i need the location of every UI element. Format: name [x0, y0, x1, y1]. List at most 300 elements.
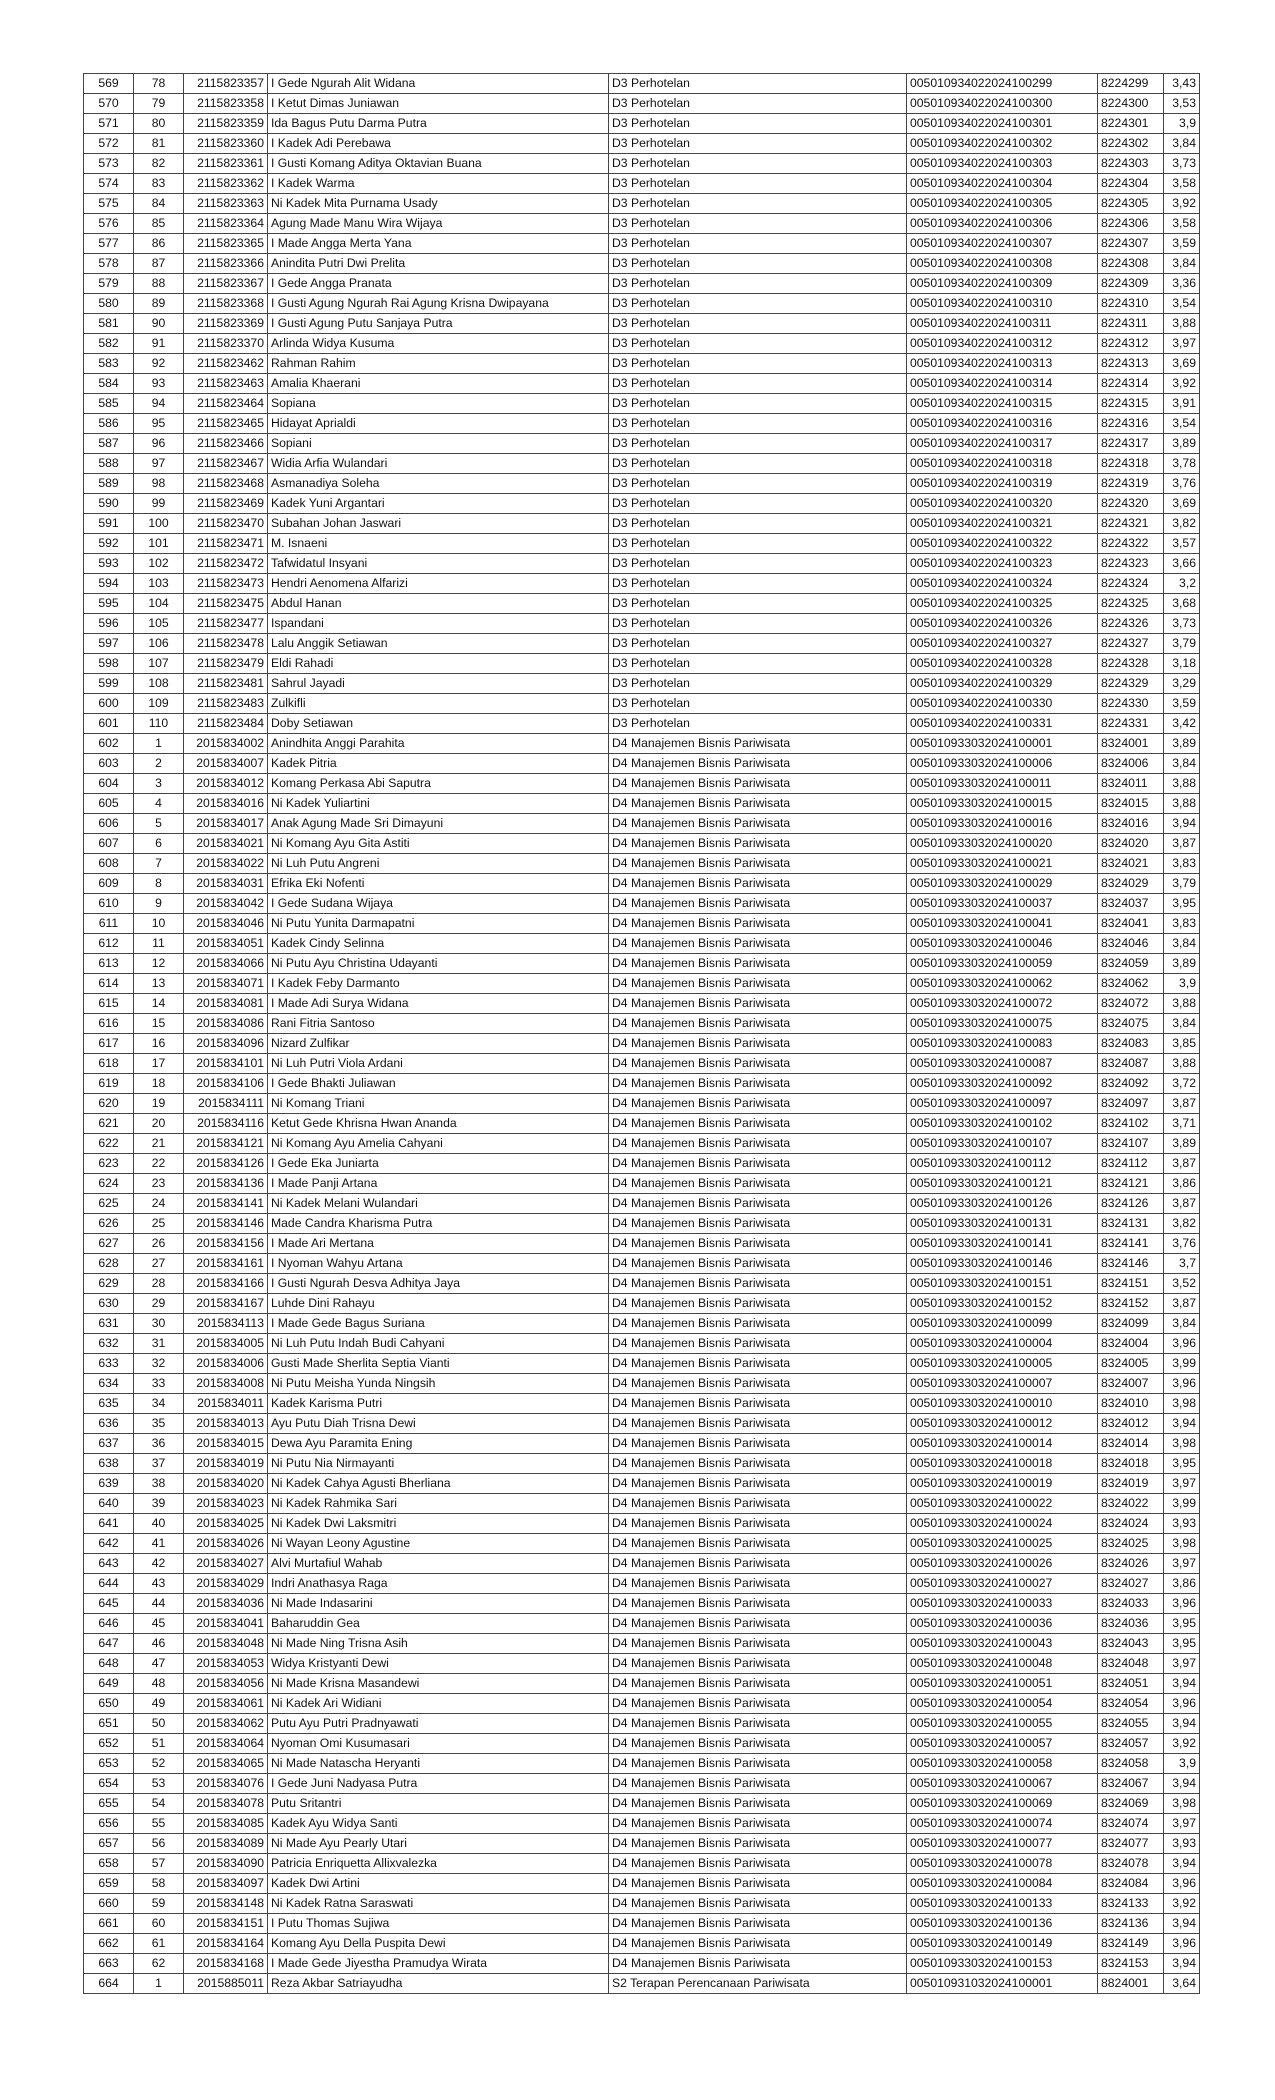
- gpa-value: 3,83: [1164, 914, 1200, 934]
- certificate-number: 005010933032024100084: [907, 1874, 1098, 1894]
- program-sequence: 17: [134, 1054, 184, 1074]
- student-id: 2015834017: [184, 814, 268, 834]
- study-program: D4 Manajemen Bisnis Pariwisata: [609, 914, 907, 934]
- certificate-number: 005010934022024100315: [907, 394, 1098, 414]
- gpa-value: 3,96: [1164, 1934, 1200, 1954]
- gpa-value: 3,98: [1164, 1394, 1200, 1414]
- study-program: D4 Manajemen Bisnis Pariwisata: [609, 834, 907, 854]
- student-id: 2015834053: [184, 1654, 268, 1674]
- serial-code: 8324074: [1098, 1814, 1164, 1834]
- certificate-number: 005010933032024100001: [907, 734, 1098, 754]
- student-name: Amalia Khaerani: [268, 374, 609, 394]
- study-program: D4 Manajemen Bisnis Pariwisata: [609, 1614, 907, 1634]
- gpa-value: 3,92: [1164, 374, 1200, 394]
- serial-code: 8324107: [1098, 1134, 1164, 1154]
- certificate-number: 005010933032024100078: [907, 1854, 1098, 1874]
- student-name: I Gusti Agung Ngurah Rai Agung Krisna Dwipayana: [268, 294, 609, 314]
- table-row: [84, 1634, 1200, 1654]
- serial-code: 8324037: [1098, 894, 1164, 914]
- serial-code: 8324001: [1098, 734, 1164, 754]
- table-row: [84, 1614, 1200, 1634]
- program-sequence: 48: [134, 1674, 184, 1694]
- certificate-number: 005010933032024100014: [907, 1434, 1098, 1454]
- certificate-number: 005010933032024100131: [907, 1214, 1098, 1234]
- table-row: [84, 94, 1200, 114]
- table-row: [84, 1594, 1200, 1614]
- certificate-number: 005010933032024100149: [907, 1934, 1098, 1954]
- study-program: D4 Manajemen Bisnis Pariwisata: [609, 1894, 907, 1914]
- student-id: 2015834121: [184, 1134, 268, 1154]
- study-program: D3 Perhotelan: [609, 434, 907, 454]
- program-sequence: 39: [134, 1494, 184, 1514]
- serial-code: 8324146: [1098, 1254, 1164, 1274]
- program-sequence: 110: [134, 714, 184, 734]
- row-number: 600: [84, 694, 134, 714]
- student-name: Ni Luh Putu Angreni: [268, 854, 609, 874]
- study-program: D3 Perhotelan: [609, 354, 907, 374]
- program-sequence: 106: [134, 634, 184, 654]
- student-id: 2015885011: [184, 1974, 268, 1994]
- serial-code: 8324059: [1098, 954, 1164, 974]
- serial-code: 8324084: [1098, 1874, 1164, 1894]
- row-number: 635: [84, 1394, 134, 1414]
- study-program: D4 Manajemen Bisnis Pariwisata: [609, 1334, 907, 1354]
- study-program: D4 Manajemen Bisnis Pariwisata: [609, 1654, 907, 1674]
- study-program: D3 Perhotelan: [609, 414, 907, 434]
- table-row: [84, 1714, 1200, 1734]
- row-number: 601: [84, 714, 134, 734]
- program-sequence: 7: [134, 854, 184, 874]
- study-program: D4 Manajemen Bisnis Pariwisata: [609, 1634, 907, 1654]
- student-name: Indri Anathasya Raga: [268, 1574, 609, 1594]
- student-name: I Made Angga Merta Yana: [268, 234, 609, 254]
- student-name: Ni Kadek Cahya Agusti Bherliana: [268, 1474, 609, 1494]
- program-sequence: 57: [134, 1854, 184, 1874]
- serial-code: 8224303: [1098, 154, 1164, 174]
- row-number: 646: [84, 1614, 134, 1634]
- study-program: D3 Perhotelan: [609, 514, 907, 534]
- serial-code: 8324131: [1098, 1214, 1164, 1234]
- certificate-number: 005010933032024100033: [907, 1594, 1098, 1614]
- serial-code: 8324027: [1098, 1574, 1164, 1594]
- certificate-number: 005010934022024100318: [907, 454, 1098, 474]
- serial-code: 8224328: [1098, 654, 1164, 674]
- program-sequence: 45: [134, 1614, 184, 1634]
- program-sequence: 52: [134, 1754, 184, 1774]
- serial-code: 8224312: [1098, 334, 1164, 354]
- student-id: 2115823467: [184, 454, 268, 474]
- row-number: 582: [84, 334, 134, 354]
- student-name: Anindhita Anggi Parahita: [268, 734, 609, 754]
- certificate-number: 005010933032024100029: [907, 874, 1098, 894]
- study-program: D3 Perhotelan: [609, 634, 907, 654]
- study-program: D4 Manajemen Bisnis Pariwisata: [609, 1174, 907, 1194]
- table-row: [84, 1654, 1200, 1674]
- gpa-value: 3,94: [1164, 1914, 1200, 1934]
- row-number: 615: [84, 994, 134, 1014]
- program-sequence: 46: [134, 1634, 184, 1654]
- gpa-value: 3,97: [1164, 1654, 1200, 1674]
- student-name: I Gede Sudana Wijaya: [268, 894, 609, 914]
- certificate-number: 005010934022024100310: [907, 294, 1098, 314]
- row-number: 569: [84, 74, 134, 94]
- program-sequence: 20: [134, 1114, 184, 1134]
- row-number: 641: [84, 1514, 134, 1534]
- study-program: D4 Manajemen Bisnis Pariwisata: [609, 1314, 907, 1334]
- student-id: 2115823462: [184, 354, 268, 374]
- table-row: [84, 234, 1200, 254]
- certificate-number: 005010933032024100133: [907, 1894, 1098, 1914]
- table-row: [84, 654, 1200, 674]
- study-program: D3 Perhotelan: [609, 154, 907, 174]
- program-sequence: 29: [134, 1294, 184, 1314]
- study-program: D4 Manajemen Bisnis Pariwisata: [609, 814, 907, 834]
- student-id: 2015834062: [184, 1714, 268, 1734]
- study-program: D4 Manajemen Bisnis Pariwisata: [609, 1914, 907, 1934]
- table-row: [84, 1294, 1200, 1314]
- row-number: 580: [84, 294, 134, 314]
- program-sequence: 81: [134, 134, 184, 154]
- gpa-value: 3,84: [1164, 754, 1200, 774]
- study-program: D4 Manajemen Bisnis Pariwisata: [609, 1834, 907, 1854]
- study-program: D4 Manajemen Bisnis Pariwisata: [609, 1414, 907, 1434]
- study-program: D4 Manajemen Bisnis Pariwisata: [609, 894, 907, 914]
- student-name: Ni Kadek Ratna Saraswati: [268, 1894, 609, 1914]
- student-name: Ni Kadek Mita Purnama Usady: [268, 194, 609, 214]
- gpa-value: 3,87: [1164, 1154, 1200, 1174]
- study-program: D4 Manajemen Bisnis Pariwisata: [609, 934, 907, 954]
- student-name: I Ketut Dimas Juniawan: [268, 94, 609, 114]
- table-row: [84, 1434, 1200, 1454]
- student-name: Widia Arfia Wulandari: [268, 454, 609, 474]
- gpa-value: 3,84: [1164, 134, 1200, 154]
- study-program: D4 Manajemen Bisnis Pariwisata: [609, 774, 907, 794]
- program-sequence: 19: [134, 1094, 184, 1114]
- gpa-value: 3,94: [1164, 1774, 1200, 1794]
- gpa-value: 3,94: [1164, 1714, 1200, 1734]
- gpa-value: 3,88: [1164, 994, 1200, 1014]
- gpa-value: 3,2: [1164, 574, 1200, 594]
- gpa-value: 3,79: [1164, 874, 1200, 894]
- row-number: 589: [84, 474, 134, 494]
- table-row: [84, 1514, 1200, 1534]
- row-number: 574: [84, 174, 134, 194]
- student-id: 2115823366: [184, 254, 268, 274]
- row-number: 598: [84, 654, 134, 674]
- row-number: 643: [84, 1554, 134, 1574]
- serial-code: 8324153: [1098, 1954, 1164, 1974]
- student-id: 2115823475: [184, 594, 268, 614]
- student-name: Ispandani: [268, 614, 609, 634]
- study-program: D3 Perhotelan: [609, 374, 907, 394]
- serial-code: 8324048: [1098, 1654, 1164, 1674]
- student-name: I Gede Eka Juniarta: [268, 1154, 609, 1174]
- student-id: 2115823471: [184, 534, 268, 554]
- serial-code: 8324033: [1098, 1594, 1164, 1614]
- gpa-value: 3,29: [1164, 674, 1200, 694]
- program-sequence: 60: [134, 1914, 184, 1934]
- serial-code: 8224322: [1098, 534, 1164, 554]
- table-row: [84, 614, 1200, 634]
- certificate-number: 005010933032024100015: [907, 794, 1098, 814]
- table-row: [84, 1754, 1200, 1774]
- serial-code: 8324152: [1098, 1294, 1164, 1314]
- table-row: [84, 1454, 1200, 1474]
- certificate-number: 005010933032024100069: [907, 1794, 1098, 1814]
- serial-code: 8324007: [1098, 1374, 1164, 1394]
- study-program: D4 Manajemen Bisnis Pariwisata: [609, 1034, 907, 1054]
- gpa-value: 3,42: [1164, 714, 1200, 734]
- serial-code: 8324067: [1098, 1774, 1164, 1794]
- student-name: Ni Komang Triani: [268, 1094, 609, 1114]
- student-id: 2015834141: [184, 1194, 268, 1214]
- study-program: D4 Manajemen Bisnis Pariwisata: [609, 1194, 907, 1214]
- table-row: [84, 1574, 1200, 1594]
- study-program: D3 Perhotelan: [609, 234, 907, 254]
- study-program: D3 Perhotelan: [609, 654, 907, 674]
- certificate-number: 005010934022024100330: [907, 694, 1098, 714]
- certificate-number: 005010931032024100001: [907, 1974, 1098, 1994]
- table-row: [84, 454, 1200, 474]
- table-row: [84, 314, 1200, 334]
- certificate-number: 005010934022024100321: [907, 514, 1098, 534]
- student-id: 2015834136: [184, 1174, 268, 1194]
- table-row: [84, 1214, 1200, 1234]
- row-number: 652: [84, 1734, 134, 1754]
- student-id: 2015834027: [184, 1554, 268, 1574]
- student-id: 2115823361: [184, 154, 268, 174]
- program-sequence: 33: [134, 1374, 184, 1394]
- program-sequence: 11: [134, 934, 184, 954]
- program-sequence: 83: [134, 174, 184, 194]
- row-number: 590: [84, 494, 134, 514]
- program-sequence: 107: [134, 654, 184, 674]
- row-number: 603: [84, 754, 134, 774]
- student-id: 2015834008: [184, 1374, 268, 1394]
- study-program: D3 Perhotelan: [609, 534, 907, 554]
- table-row: [84, 414, 1200, 434]
- certificate-number: 005010933032024100018: [907, 1454, 1098, 1474]
- serial-code: 8324016: [1098, 814, 1164, 834]
- gpa-value: 3,99: [1164, 1354, 1200, 1374]
- student-name: Agung Made Manu Wira Wijaya: [268, 214, 609, 234]
- student-id: 2015834111: [184, 1094, 268, 1114]
- certificate-number: 005010933032024100005: [907, 1354, 1098, 1374]
- serial-code: 8324011: [1098, 774, 1164, 794]
- student-name: Komang Ayu Della Puspita Dewi: [268, 1934, 609, 1954]
- student-name: Putu Ayu Putri Pradnyawati: [268, 1714, 609, 1734]
- row-number: 631: [84, 1314, 134, 1334]
- program-sequence: 54: [134, 1794, 184, 1814]
- serial-code: 8324112: [1098, 1154, 1164, 1174]
- serial-code: 8224300: [1098, 94, 1164, 114]
- student-name: Ni Kadek Rahmika Sari: [268, 1494, 609, 1514]
- study-program: D3 Perhotelan: [609, 294, 907, 314]
- table-row: [84, 154, 1200, 174]
- table-row: [84, 1874, 1200, 1894]
- gpa-value: 3,96: [1164, 1874, 1200, 1894]
- row-number: 613: [84, 954, 134, 974]
- program-sequence: 2: [134, 754, 184, 774]
- certificate-number: 005010933032024100016: [907, 814, 1098, 834]
- study-program: D4 Manajemen Bisnis Pariwisata: [609, 1014, 907, 1034]
- study-program: D3 Perhotelan: [609, 714, 907, 734]
- study-program: D4 Manajemen Bisnis Pariwisata: [609, 1234, 907, 1254]
- row-number: 591: [84, 514, 134, 534]
- certificate-number: 005010934022024100305: [907, 194, 1098, 214]
- gpa-value: 3,97: [1164, 1474, 1200, 1494]
- gpa-value: 3,91: [1164, 394, 1200, 414]
- row-number: 594: [84, 574, 134, 594]
- student-name: I Made Adi Surya Widana: [268, 994, 609, 1014]
- study-program: D4 Manajemen Bisnis Pariwisata: [609, 1154, 907, 1174]
- student-name: I Gede Bhakti Juliawan: [268, 1074, 609, 1094]
- table-row: [84, 1834, 1200, 1854]
- student-id: 2015834148: [184, 1894, 268, 1914]
- program-sequence: 1: [134, 734, 184, 754]
- serial-code: 8324133: [1098, 1894, 1164, 1914]
- gpa-value: 3,69: [1164, 354, 1200, 374]
- certificate-number: 005010933032024100077: [907, 1834, 1098, 1854]
- row-number: 605: [84, 794, 134, 814]
- student-id: 2115823357: [184, 74, 268, 94]
- row-number: 579: [84, 274, 134, 294]
- certificate-number: 005010934022024100300: [907, 94, 1098, 114]
- student-id: 2015834097: [184, 1874, 268, 1894]
- gpa-value: 3,58: [1164, 174, 1200, 194]
- student-name: Ni Made Natascha Heryanti: [268, 1754, 609, 1774]
- serial-code: 8324010: [1098, 1394, 1164, 1414]
- row-number: 655: [84, 1794, 134, 1814]
- student-name: Luhde Dini Rahayu: [268, 1294, 609, 1314]
- student-name: Baharuddin Gea: [268, 1614, 609, 1634]
- program-sequence: 78: [134, 74, 184, 94]
- serial-code: 8324078: [1098, 1854, 1164, 1874]
- table-row: [84, 1474, 1200, 1494]
- serial-code: 8324121: [1098, 1174, 1164, 1194]
- certificate-number: 005010933032024100153: [907, 1954, 1098, 1974]
- study-program: D4 Manajemen Bisnis Pariwisata: [609, 1434, 907, 1454]
- gpa-value: 3,59: [1164, 694, 1200, 714]
- student-name: Ni Kadek Yuliartini: [268, 794, 609, 814]
- row-number: 625: [84, 1194, 134, 1214]
- table-row: [84, 634, 1200, 654]
- row-number: 587: [84, 434, 134, 454]
- table-row: [84, 874, 1200, 894]
- student-name: I Putu Thomas Sujiwa: [268, 1914, 609, 1934]
- student-name: I Kadek Warma: [268, 174, 609, 194]
- program-sequence: 82: [134, 154, 184, 174]
- serial-code: 8324077: [1098, 1834, 1164, 1854]
- serial-code: 8324006: [1098, 754, 1164, 774]
- certificate-number: 005010933032024100057: [907, 1734, 1098, 1754]
- program-sequence: 28: [134, 1274, 184, 1294]
- serial-code: 8324151: [1098, 1274, 1164, 1294]
- study-program: D4 Manajemen Bisnis Pariwisata: [609, 1774, 907, 1794]
- certificate-number: 005010933032024100075: [907, 1014, 1098, 1034]
- certificate-number: 005010933032024100012: [907, 1414, 1098, 1434]
- serial-code: 8324004: [1098, 1334, 1164, 1354]
- program-sequence: 25: [134, 1214, 184, 1234]
- graduates-table: [83, 73, 1200, 1994]
- student-id: 2115823364: [184, 214, 268, 234]
- certificate-number: 005010933032024100087: [907, 1054, 1098, 1074]
- gpa-value: 3,66: [1164, 554, 1200, 574]
- table-row: [84, 1494, 1200, 1514]
- student-name: Ketut Gede Khrisna Hwan Ananda: [268, 1114, 609, 1134]
- row-number: 659: [84, 1874, 134, 1894]
- student-id: 2015834051: [184, 934, 268, 954]
- student-id: 2015834007: [184, 754, 268, 774]
- student-name: Patricia Enriquetta Allixvalezka: [268, 1854, 609, 1874]
- program-sequence: 91: [134, 334, 184, 354]
- row-number: 609: [84, 874, 134, 894]
- study-program: D4 Manajemen Bisnis Pariwisata: [609, 1814, 907, 1834]
- serial-code: 8224319: [1098, 474, 1164, 494]
- student-id: 2015834161: [184, 1254, 268, 1274]
- serial-code: 8224314: [1098, 374, 1164, 394]
- table-row: [84, 374, 1200, 394]
- serial-code: 8324015: [1098, 794, 1164, 814]
- table-row: [84, 934, 1200, 954]
- program-sequence: 96: [134, 434, 184, 454]
- program-sequence: 93: [134, 374, 184, 394]
- row-number: 573: [84, 154, 134, 174]
- study-program: D4 Manajemen Bisnis Pariwisata: [609, 1954, 907, 1974]
- table-row: [84, 1174, 1200, 1194]
- student-name: Sahrul Jayadi: [268, 674, 609, 694]
- certificate-number: 005010934022024100319: [907, 474, 1098, 494]
- program-sequence: 9: [134, 894, 184, 914]
- student-id: 2015834046: [184, 914, 268, 934]
- table-row: [84, 1894, 1200, 1914]
- row-number: 633: [84, 1354, 134, 1374]
- gpa-value: 3,72: [1164, 1074, 1200, 1094]
- row-number: 595: [84, 594, 134, 614]
- student-name: Ni Wayan Leony Agustine: [268, 1534, 609, 1554]
- gpa-value: 3,84: [1164, 934, 1200, 954]
- student-id: 2015834016: [184, 794, 268, 814]
- study-program: D4 Manajemen Bisnis Pariwisata: [609, 1134, 907, 1154]
- student-id: 2015834151: [184, 1914, 268, 1934]
- serial-code: 8824001: [1098, 1974, 1164, 1994]
- student-id: 2115823369: [184, 314, 268, 334]
- table-row: [84, 1314, 1200, 1334]
- serial-code: 8224299: [1098, 74, 1164, 94]
- student-name: Ni Kadek Dwi Laksmitri: [268, 1514, 609, 1534]
- study-program: D3 Perhotelan: [609, 174, 907, 194]
- study-program: D4 Manajemen Bisnis Pariwisata: [609, 794, 907, 814]
- student-name: Ni Made Krisna Masandewi: [268, 1674, 609, 1694]
- table-row: [84, 714, 1200, 734]
- gpa-value: 3,97: [1164, 1554, 1200, 1574]
- study-program: D3 Perhotelan: [609, 574, 907, 594]
- student-name: Subahan Johan Jaswari: [268, 514, 609, 534]
- study-program: D4 Manajemen Bisnis Pariwisata: [609, 1794, 907, 1814]
- study-program: D4 Manajemen Bisnis Pariwisata: [609, 734, 907, 754]
- program-sequence: 100: [134, 514, 184, 534]
- row-number: 612: [84, 934, 134, 954]
- student-name: Kadek Karisma Putri: [268, 1394, 609, 1414]
- study-program: D4 Manajemen Bisnis Pariwisata: [609, 1734, 907, 1754]
- serial-code: 8224320: [1098, 494, 1164, 514]
- row-number: 623: [84, 1154, 134, 1174]
- gpa-value: 3,36: [1164, 274, 1200, 294]
- certificate-number: 005010934022024100328: [907, 654, 1098, 674]
- gpa-value: 3,79: [1164, 634, 1200, 654]
- certificate-number: 005010933032024100059: [907, 954, 1098, 974]
- student-id: 2015834066: [184, 954, 268, 974]
